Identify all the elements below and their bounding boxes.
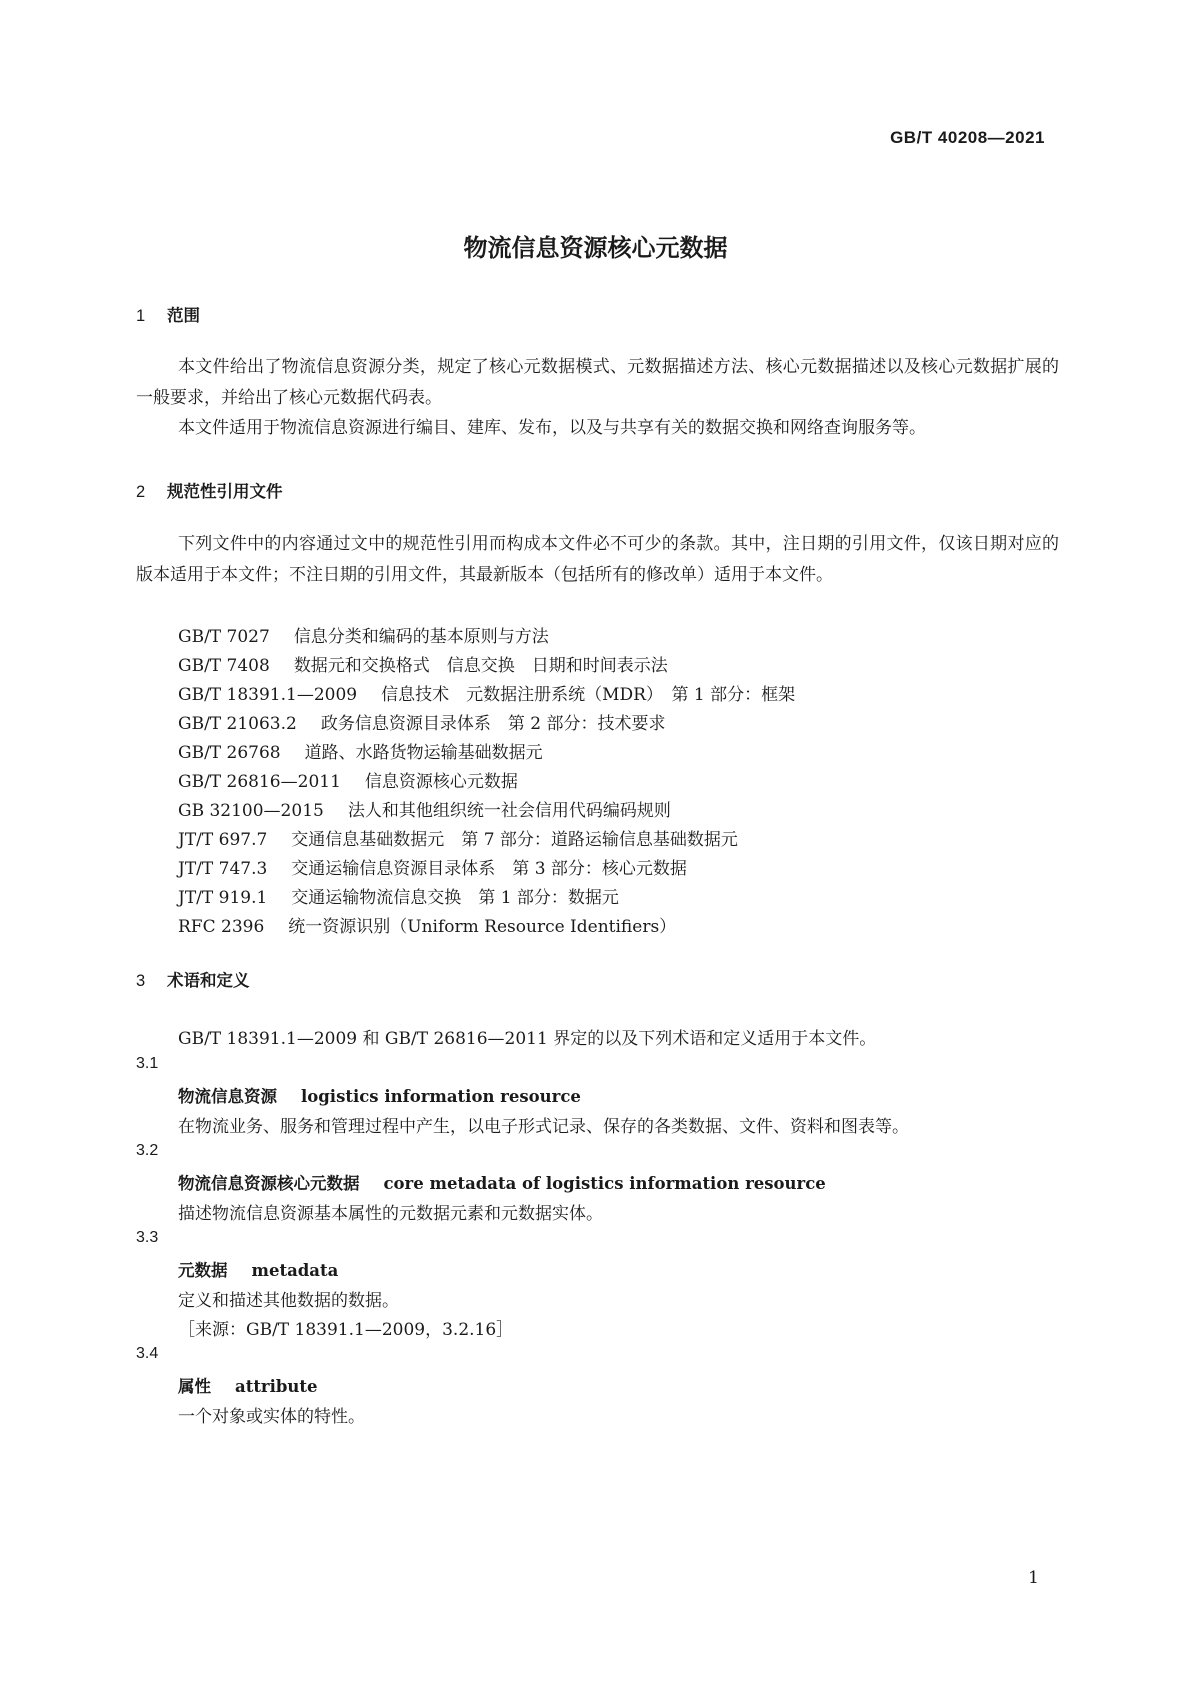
- section-2-heading: [136, 478, 283, 502]
- term-en: metadata: [251, 1261, 339, 1280]
- term-definition: 在物流业务、服务和管理过程中产生，以电子形式记录、保存的各类数据、文件、资料和图表等。: [178, 1117, 909, 1137]
- normative-refs-intro: 下列文件中的内容通过文中的规范性引用而构成本文件必不可少的条款。其中，注日期的引用文件，仅该日期对应的版本适用于本文件；不注日期的引用文件，其最新版本（包括所有的修改单）适用于本文件。: [136, 534, 1059, 585]
- term-definition: 一个对象或实体的特性。: [178, 1407, 365, 1427]
- term-clause-number: 3.2: [136, 1142, 159, 1159]
- page-number: 1: [1028, 1568, 1039, 1588]
- reference-item: [178, 709, 665, 734]
- reference-code: JT/T 919.1: [178, 888, 268, 908]
- term-clause-number: 3.4: [136, 1345, 159, 1362]
- reference-title: 法人和其他组织统一社会信用代码编码规则: [347, 801, 671, 821]
- reference-title: 信息技术 元数据注册系统（MDR） 第 1 部分：框架: [381, 685, 796, 705]
- section-3-heading: [136, 967, 250, 991]
- term-zh: 元数据: [178, 1261, 228, 1280]
- section-number: 3: [136, 972, 146, 990]
- reference-code: JT/T 697.7: [178, 830, 268, 850]
- reference-code: GB/T 21063.2: [178, 714, 297, 734]
- reference-item: [178, 738, 543, 763]
- scope-paragraph-1: 本文件给出了物流信息资源分类，规定了核心元数据模式、元数据描述方法、核心元数据描述以及核心元数据扩展的一般要求，并给出了核心元数据代码表。: [136, 357, 1059, 408]
- reference-code: GB/T 18391.1—2009: [178, 685, 358, 705]
- reference-item: [178, 796, 671, 821]
- reference-code: GB/T 7027: [178, 627, 270, 647]
- term-en: core metadata of logistics information resource: [383, 1174, 826, 1193]
- term-entry: [178, 1257, 338, 1281]
- term-definition: 定义和描述其他数据的数据。: [178, 1291, 399, 1311]
- section-title: 术语和定义: [167, 971, 250, 990]
- term-en: attribute: [235, 1377, 318, 1396]
- section-title: 规范性引用文件: [167, 482, 283, 501]
- section-number: 1: [136, 307, 146, 325]
- reference-title: 交通运输物流信息交换 第 1 部分：数据元: [291, 888, 619, 908]
- term-en: logistics information resource: [301, 1087, 581, 1106]
- reference-item: [178, 622, 549, 647]
- term-definition: 描述物流信息资源基本属性的元数据元素和元数据实体。: [178, 1204, 603, 1224]
- reference-code: RFC 2396: [178, 917, 265, 937]
- term-entry: [178, 1170, 826, 1194]
- reference-item: [178, 680, 795, 705]
- reference-title: 交通信息基础数据元 第 7 部分：道路运输信息基础数据元: [291, 830, 738, 850]
- term-entry: [178, 1373, 318, 1397]
- term-zh: 属性: [178, 1377, 211, 1396]
- section-1-heading: [136, 302, 200, 326]
- reference-code: GB/T 26768: [178, 743, 281, 763]
- term-clause-number: 3.1: [136, 1055, 159, 1072]
- reference-title: 数据元和交换格式 信息交换 日期和时间表示法: [293, 656, 668, 676]
- reference-title: 道路、水路货物运输基础数据元: [304, 743, 543, 763]
- reference-title: 信息资源核心元数据: [364, 772, 518, 792]
- reference-item: [178, 651, 668, 676]
- standard-code: GB/T 40208—2021: [890, 128, 1045, 147]
- reference-code: GB 32100—2015: [178, 801, 324, 821]
- reference-item: [178, 912, 676, 937]
- reference-title: 交通运输信息资源目录体系 第 3 部分：核心元数据: [291, 859, 687, 879]
- reference-item: [178, 854, 687, 879]
- reference-code: JT/T 747.3: [178, 859, 268, 879]
- terms-intro: GB/T 18391.1—2009 和 GB/T 26816—2011 界定的以及下列术语和定义适用于本文件。: [178, 1029, 877, 1049]
- term-entry: [178, 1083, 581, 1107]
- reference-item: [178, 883, 619, 908]
- reference-code: GB/T 7408: [178, 656, 270, 676]
- reference-code: GB/T 26816—2011: [178, 772, 341, 792]
- term-source: ［来源：GB/T 18391.1—2009，3.2.16］: [178, 1320, 514, 1340]
- document-title: 物流信息资源核心元数据: [463, 234, 728, 262]
- reference-title: 政务信息资源目录体系 第 2 部分：技术要求: [320, 714, 666, 734]
- reference-item: [178, 767, 518, 792]
- term-zh: 物流信息资源: [178, 1087, 277, 1106]
- term-clause-number: 3.3: [136, 1229, 159, 1246]
- scope-paragraph-2: 本文件适用于物流信息资源进行编目、建库、发布，以及与共享有关的数据交换和网络查询服务等。: [178, 418, 926, 438]
- term-zh: 物流信息资源核心元数据: [178, 1174, 360, 1193]
- reference-item: [178, 825, 738, 850]
- reference-title: 信息分类和编码的基本原则与方法: [293, 627, 549, 647]
- section-number: 2: [136, 483, 146, 501]
- section-title: 范围: [167, 306, 200, 325]
- reference-title: 统一资源识别（Uniform Resource Identifiers）: [288, 917, 677, 937]
